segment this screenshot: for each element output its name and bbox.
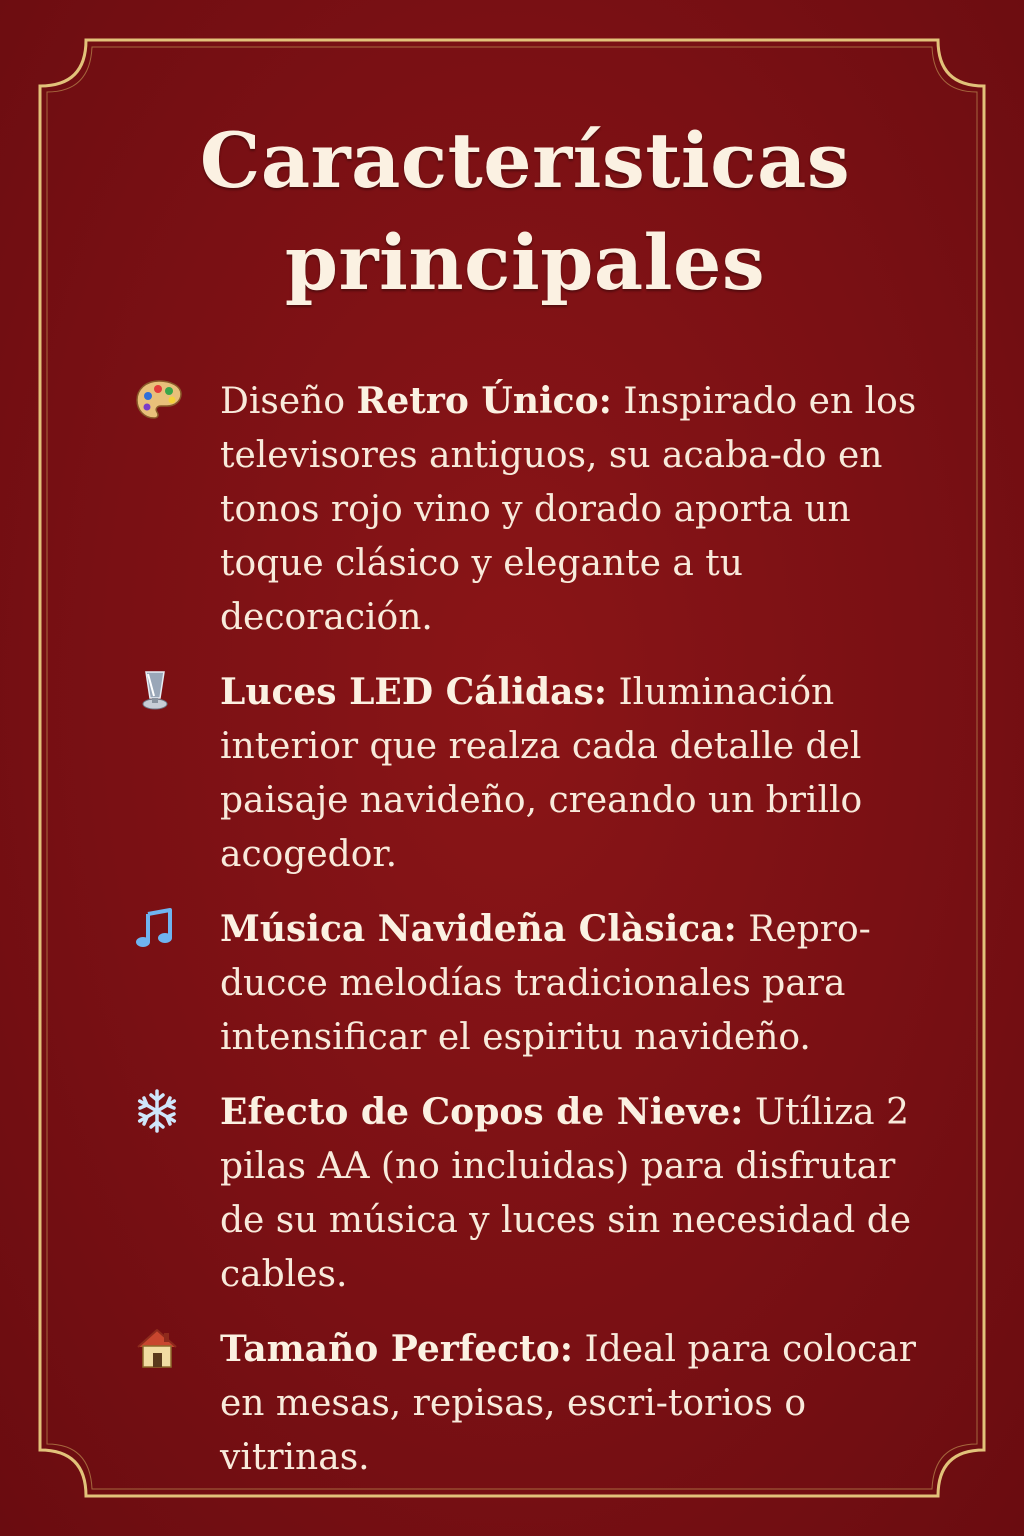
- feature-description: Ideal para colocar en mesas, repisas, escri-torios o vitrinas.: [220, 1329, 916, 1478]
- page-title: [130, 110, 920, 314]
- title-line-2: principales: [284, 218, 766, 307]
- lamp-icon: [130, 665, 194, 717]
- feature-item: [130, 665, 920, 882]
- feature-title: Tamaño Perfecto:: [220, 1328, 574, 1370]
- snowflake-icon: [130, 1085, 194, 1137]
- feature-text: [194, 1322, 920, 1485]
- house-icon: [130, 1322, 194, 1374]
- feature-item: [130, 902, 920, 1065]
- feature-item: [130, 1085, 920, 1302]
- feature-text: [194, 665, 920, 882]
- music-note-icon: [130, 902, 194, 954]
- feature-description: Utíliza 2 pilas AA (no incluidas) para disfrutar de su música y luces sin necesidad de cables.: [220, 1092, 912, 1295]
- feature-text: [194, 374, 920, 645]
- feature-text: [194, 1085, 920, 1302]
- palette-icon: [130, 374, 194, 426]
- feature-item: [130, 1322, 920, 1485]
- feature-description: Iluminación interior que realza cada detalle del paisaje navideño, creando un brillo acogedor.: [220, 672, 863, 875]
- feature-title: Luces LED Cálidas:: [220, 671, 607, 713]
- title-line-1: Características: [199, 116, 851, 205]
- feature-title: Retro Único:: [356, 380, 612, 422]
- feature-description: Repro-ducce melodías tradicionales para intensificar el espiritu navideño.: [220, 909, 871, 1058]
- feature-lead: Diseño: [220, 381, 346, 422]
- content: [130, 110, 920, 1505]
- feature-description: Inspirado en los televisores antiguos, su acaba-do en tonos rojo vino y dorado aporta un toque clásico y elegante a tu decoración.: [220, 381, 917, 638]
- feature-item: [130, 374, 920, 645]
- feature-text: [194, 902, 920, 1065]
- feature-title: Efecto de Copos de Nieve:: [220, 1091, 744, 1133]
- feature-title: Música Navideña Clàsica:: [220, 908, 737, 950]
